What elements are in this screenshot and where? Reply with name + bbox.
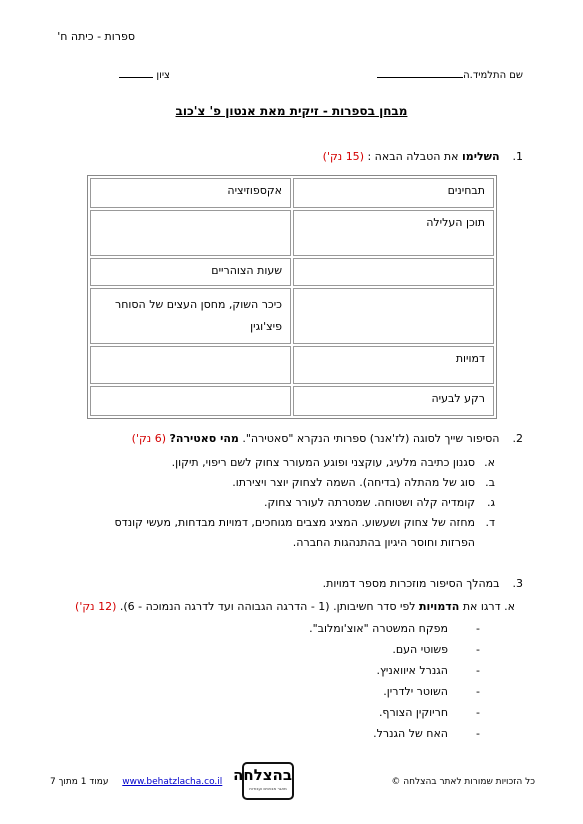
- table-row: [90, 258, 494, 286]
- question-3a-prefix: א. דרגו את: [459, 600, 515, 613]
- grade-field[interactable]: [119, 67, 170, 81]
- character-item[interactable]: [392, 643, 480, 656]
- student-name-label: שם התלמיד.ה: [463, 70, 523, 81]
- question-number: 2.: [512, 432, 523, 445]
- site-logo: [233, 762, 294, 800]
- rank-dash: -: [476, 664, 480, 677]
- exam-title: מבחן בספרות - זיקית מאת אנטון פ' צ'כוב: [175, 104, 408, 118]
- table-row: [90, 346, 494, 384]
- character-name: האח של הגנרל.: [373, 727, 448, 740]
- character-name: השוטר ילדרין.: [383, 685, 448, 698]
- character-item[interactable]: [379, 706, 480, 719]
- table-cell: כיכר השוק, מחסן העצים של הסוחר פיצ'וגין: [90, 288, 291, 344]
- question-number: 1.: [512, 150, 523, 163]
- option-c[interactable]: [264, 496, 495, 509]
- table-cell: תבחינים: [293, 178, 494, 208]
- character-item[interactable]: [376, 664, 480, 677]
- option-letter: א.: [484, 456, 495, 469]
- table-cell-answer[interactable]: [293, 288, 494, 344]
- question-1-points: (15 נק'): [322, 150, 364, 163]
- rank-dash: -: [476, 727, 480, 740]
- option-letter: ב.: [485, 476, 495, 489]
- option-text: סגנון כתיבה מלעיג, עוקצני ופוגע המעורר צחוק לשם ריפוי, תיקון.: [171, 456, 475, 469]
- rank-dash: -: [476, 706, 480, 719]
- rank-dash: -: [476, 685, 480, 698]
- table-cell: דמויות: [293, 346, 494, 384]
- option-text: הפרזות וחוסר היגיון בהתנהגות החברה.: [292, 536, 475, 549]
- question-3a: [75, 600, 515, 613]
- table-cell-answer[interactable]: [90, 346, 291, 384]
- rank-dash: -: [476, 622, 480, 635]
- option-a[interactable]: [172, 456, 495, 469]
- table-cell: שעות הצוהריים: [90, 258, 291, 286]
- logo-subtext: מאגר מבחנים ועבודות: [249, 786, 287, 791]
- table-cell: תוכן העלילה: [293, 210, 494, 256]
- table-cell: אקספוזיציה: [90, 178, 291, 208]
- option-text: סוג של מהתלה (בדיחה). השמה לצחוק יוצר ויצירתו.: [232, 476, 475, 489]
- logo-text: בהצלחה: [233, 766, 292, 784]
- character-name: הגנרל איוואניץ.: [376, 664, 448, 677]
- rank-dash: -: [476, 643, 480, 656]
- character-name: פשוטי העם.: [392, 643, 448, 656]
- option-d[interactable]: [115, 516, 495, 529]
- question-3a-bold: הדמויות: [419, 600, 460, 613]
- table-row: [90, 386, 494, 416]
- table-row: [90, 288, 494, 344]
- question-3-text: במהלך הסיפור מוזכרות מספר דמויות.: [322, 577, 500, 590]
- character-item[interactable]: [309, 622, 480, 635]
- question-2-text: הסיפור שייך לסוגה (לז'אנר) ספרותי הנקרא "סאטירה".: [238, 432, 500, 445]
- option-letter: ד.: [485, 516, 495, 529]
- exposition-table: [87, 175, 497, 419]
- question-2-points: (6 נק'): [131, 432, 170, 445]
- header-subject: ספרות - כיתה ח': [57, 30, 135, 43]
- option-d-continued: [293, 536, 495, 549]
- character-item[interactable]: [373, 727, 480, 740]
- grade-label: ציון: [156, 70, 170, 81]
- footer-copyright: כל הזכויות שמורות לאתר בהצלחה ©: [391, 777, 535, 787]
- question-3: [323, 577, 523, 590]
- question-2-bold: מהי סאטירה?: [169, 432, 239, 445]
- grade-line[interactable]: [119, 67, 153, 78]
- question-1-bold: השלימו: [461, 150, 500, 163]
- character-name: חריוקין הצורף.: [378, 706, 448, 719]
- student-name-field[interactable]: [377, 67, 523, 81]
- question-1-text: את הטבלה הבאה :: [363, 150, 462, 163]
- footer-page-info: [50, 777, 222, 787]
- table-cell-answer[interactable]: [293, 258, 494, 286]
- question-2: [132, 432, 523, 445]
- table-row: [90, 178, 494, 208]
- question-3a-text: לפי סדר חשיבותן. (1 - הדרגה הגבוהה ועד לדרגה הנמוכה - 6).: [119, 600, 420, 613]
- character-item[interactable]: [383, 685, 480, 698]
- student-name-line[interactable]: [377, 67, 463, 78]
- character-name: מפקח המשטרה "אוצ'ומלוב".: [309, 622, 448, 635]
- question-1: [323, 150, 523, 163]
- question-3a-points: (12 נק'): [75, 600, 120, 613]
- table-row: [90, 210, 494, 256]
- option-b[interactable]: [232, 476, 495, 489]
- option-letter: ג.: [486, 496, 495, 509]
- page-number: עמוד 1 מתוך 7: [50, 777, 109, 787]
- option-text: מחזה של צחוק ושעשוע. המציג מצבים מגוחכים, דמויות מבדחות, מעשי קונדס: [114, 516, 475, 529]
- table-cell-answer[interactable]: [90, 386, 291, 416]
- table-cell: רקע לבעיה: [293, 386, 494, 416]
- question-number: 3.: [512, 577, 523, 590]
- table-cell-answer[interactable]: [90, 210, 291, 256]
- site-link[interactable]: www.behatzlacha.co.il: [122, 777, 223, 787]
- option-text: קומדיה קלה ושטוחה. שמטרתה לעורר צחוק.: [263, 496, 475, 509]
